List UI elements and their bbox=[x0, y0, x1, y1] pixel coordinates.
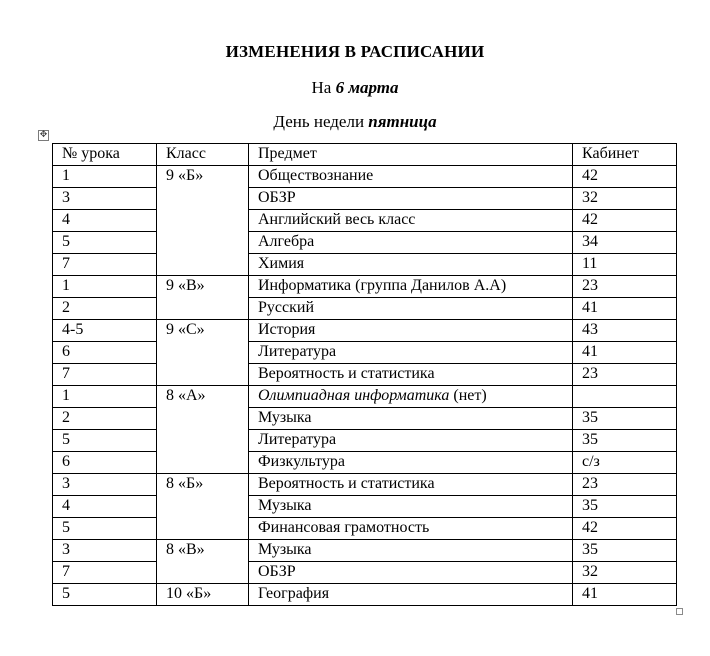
lesson-number-cell: 2 bbox=[53, 298, 157, 320]
lesson-number-cell: 4 bbox=[53, 210, 157, 232]
subject-cell: Музыка bbox=[249, 496, 573, 518]
room-cell: 35 bbox=[573, 496, 677, 518]
table-row bbox=[53, 386, 677, 408]
lesson-number-cell: 7 bbox=[53, 562, 157, 584]
lesson-number-cell: 5 bbox=[53, 518, 157, 540]
room-cell: 23 bbox=[573, 474, 677, 496]
lesson-number-cell: 4-5 bbox=[53, 320, 157, 342]
table-row bbox=[53, 474, 677, 496]
room-cell: 23 bbox=[573, 364, 677, 386]
subject-cell: Литература bbox=[249, 430, 573, 452]
table-row bbox=[53, 276, 677, 298]
schedule-table bbox=[52, 143, 677, 606]
lesson-number-cell: 6 bbox=[53, 452, 157, 474]
subject-note-text: (нет) bbox=[449, 387, 487, 404]
lesson-number-cell: 2 bbox=[53, 408, 157, 430]
day-prefix: День недели bbox=[273, 112, 365, 131]
class-cell: 9 «В» bbox=[157, 276, 249, 320]
subject-cell: Английский весь класс bbox=[249, 210, 573, 232]
date-line bbox=[0, 78, 710, 98]
subject-cell: ОБЗР bbox=[249, 188, 573, 210]
room-cell bbox=[573, 386, 677, 408]
table-row bbox=[53, 210, 677, 232]
room-cell: 35 bbox=[573, 408, 677, 430]
table-header-cell: Класс bbox=[157, 144, 249, 166]
subject-cell: Информатика (группа Данилов А.А) bbox=[249, 276, 573, 298]
day-value: пятница bbox=[368, 112, 437, 131]
room-cell: 32 bbox=[573, 562, 677, 584]
subject-cell: Финансовая грамотность bbox=[249, 518, 573, 540]
room-cell: с/з bbox=[573, 452, 677, 474]
subject-cell: Литература bbox=[249, 342, 573, 364]
lesson-number-cell: 7 bbox=[53, 364, 157, 386]
lesson-number-cell: 6 bbox=[53, 342, 157, 364]
lesson-number-cell: 5 bbox=[53, 430, 157, 452]
table-row bbox=[53, 298, 677, 320]
subject-cell: Вероятность и статистика bbox=[249, 364, 573, 386]
room-cell: 43 bbox=[573, 320, 677, 342]
room-cell: 23 bbox=[573, 276, 677, 298]
lesson-number-cell: 4 bbox=[53, 496, 157, 518]
table-row bbox=[53, 408, 677, 430]
class-cell: 10 «Б» bbox=[157, 584, 249, 606]
room-cell: 32 bbox=[573, 188, 677, 210]
subject-cell: Музыка bbox=[249, 408, 573, 430]
table-move-handle-icon[interactable]: ✥ bbox=[39, 130, 48, 140]
document-title: ИЗМЕНЕНИЯ В РАСПИСАНИИ bbox=[225, 42, 485, 61]
subject-cell: География bbox=[249, 584, 573, 606]
date-value: 6 марта bbox=[335, 78, 399, 97]
table-row bbox=[53, 452, 677, 474]
table-row bbox=[53, 540, 677, 562]
table-row bbox=[53, 254, 677, 276]
subject-cell: Обществознание bbox=[249, 166, 573, 188]
class-cell: 8 «В» bbox=[157, 540, 249, 584]
room-cell: 34 bbox=[573, 232, 677, 254]
lesson-number-cell: 1 bbox=[53, 276, 157, 298]
table-row bbox=[53, 320, 677, 342]
lesson-number-cell: 3 bbox=[53, 188, 157, 210]
room-cell: 42 bbox=[573, 210, 677, 232]
room-cell: 35 bbox=[573, 430, 677, 452]
lesson-number-cell: 5 bbox=[53, 584, 157, 606]
lesson-number-cell: 3 bbox=[53, 540, 157, 562]
table-header-row bbox=[53, 144, 677, 166]
lesson-number-cell: 5 bbox=[53, 232, 157, 254]
room-cell: 11 bbox=[573, 254, 677, 276]
table-header-cell: Кабинет bbox=[573, 144, 677, 166]
room-cell: 41 bbox=[573, 342, 677, 364]
subject-cell: ОБЗР bbox=[249, 562, 573, 584]
table-row bbox=[53, 188, 677, 210]
table-row bbox=[53, 364, 677, 386]
table-row bbox=[53, 584, 677, 606]
subject-cell: Алгебра bbox=[249, 232, 573, 254]
class-cell: 9 «Б» bbox=[157, 166, 249, 276]
room-cell: 42 bbox=[573, 166, 677, 188]
class-cell: 8 «Б» bbox=[157, 474, 249, 540]
table-header-cell: Предмет bbox=[249, 144, 573, 166]
table-row bbox=[53, 518, 677, 540]
table-row bbox=[53, 562, 677, 584]
subject-italic-text: Олимпиадная информатика bbox=[258, 387, 450, 404]
room-cell: 42 bbox=[573, 518, 677, 540]
day-line bbox=[0, 112, 710, 132]
table-row bbox=[53, 232, 677, 254]
room-cell: 35 bbox=[573, 540, 677, 562]
lesson-number-cell: 7 bbox=[53, 254, 157, 276]
table-row bbox=[53, 166, 677, 188]
room-cell: 41 bbox=[573, 584, 677, 606]
subject-cell: Музыка bbox=[249, 540, 573, 562]
subject-cell: Вероятность и статистика bbox=[249, 474, 573, 496]
class-cell: 8 «А» bbox=[157, 386, 249, 474]
date-prefix: На bbox=[311, 78, 332, 97]
schedule-table-body bbox=[53, 144, 677, 606]
table-resize-handle-icon[interactable] bbox=[676, 608, 683, 615]
subject-cell: Химия bbox=[249, 254, 573, 276]
lesson-number-cell: 1 bbox=[53, 386, 157, 408]
subject-cell bbox=[249, 386, 573, 408]
subject-cell: Физкультура bbox=[249, 452, 573, 474]
subject-cell: Русский bbox=[249, 298, 573, 320]
table-header-cell: № урока bbox=[53, 144, 157, 166]
table-row bbox=[53, 342, 677, 364]
lesson-number-cell: 3 bbox=[53, 474, 157, 496]
lesson-number-cell: 1 bbox=[53, 166, 157, 188]
table-row bbox=[53, 430, 677, 452]
class-cell: 9 «С» bbox=[157, 320, 249, 386]
table-row bbox=[53, 496, 677, 518]
room-cell: 41 bbox=[573, 298, 677, 320]
subject-cell: История bbox=[249, 320, 573, 342]
